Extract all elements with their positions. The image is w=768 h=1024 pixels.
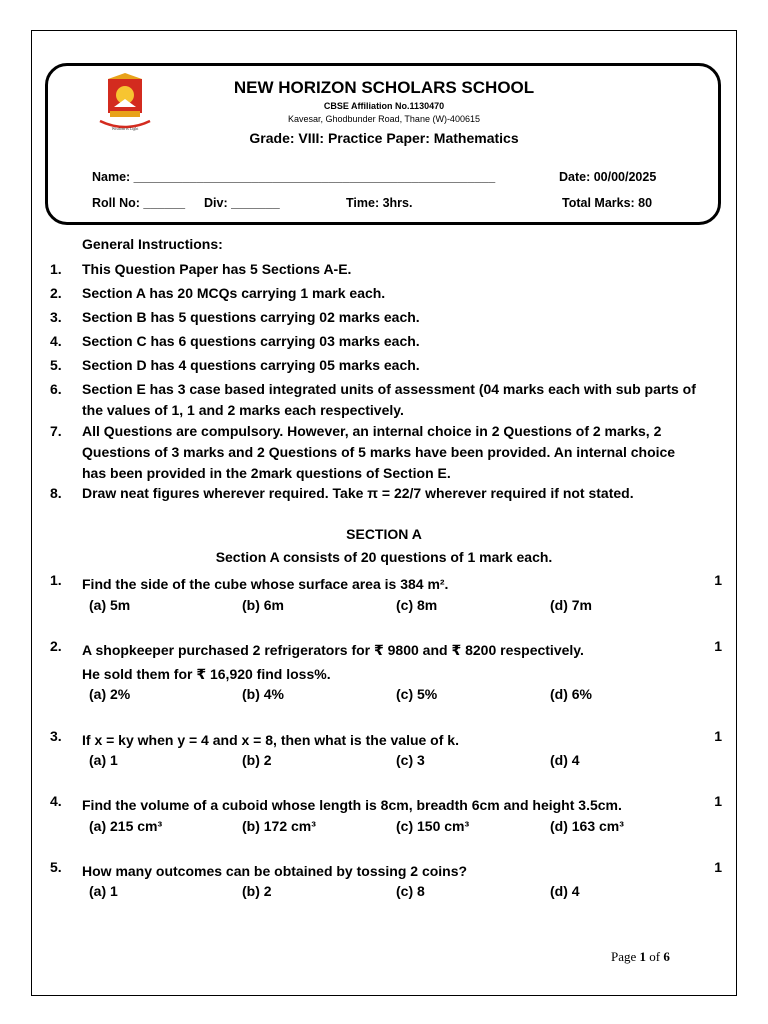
question-number: 5. [50,859,62,875]
instruction-number: 3. [50,309,62,325]
instruction-text: All Questions are compulsory. However, an internal choice in 2 Questions of 2 marks, 2 Questions of 3 marks and 2 Questions of 5 marks have been provided. An internal choice has been provided in the 2mark questions of Section E. [82,423,676,481]
instruction-item [50,483,700,504]
question-number: 1. [50,572,62,588]
instruction-text: Draw neat figures wherever required. Take π = 22/7 wherever required if not stated. [82,485,634,501]
option-d: (d) 163 cm³ [550,818,624,834]
question-marks: 1 [714,572,722,588]
page-word: Page [611,949,637,964]
option-b: (b) 172 cm³ [242,818,316,834]
time-field: Time: 3hrs. [346,196,413,210]
option-c: (c) 5% [396,686,438,702]
question-text: How many outcomes can be obtained by tossing 2 coins? [82,863,468,879]
option-b: (b) 6m [242,597,284,613]
div-field: Div: _______ [204,196,280,210]
question-text: Find the side of the cube whose surface area is 384 m². [82,576,449,592]
question-text: Find the volume of a cuboid whose length is 8cm, breadth 6cm and height 3.5cm. [82,797,622,813]
instruction-item [50,355,700,376]
instruction-item [50,331,700,352]
question-number: 3. [50,728,62,744]
option-c: (c) 8m [396,597,438,613]
option-d: (d) 7m [550,597,592,613]
option-c: (c) 3 [396,752,425,768]
of-word: of [649,949,661,964]
instruction-number: 6. [50,381,62,397]
instruction-item [50,283,700,304]
roll-field: Roll No: ______ [92,196,186,210]
question-marks: 1 [714,793,722,809]
question-text: If x = ky when y = 4 and x = 8, then what is the value of k. [82,732,459,748]
question-marks: 1 [714,859,722,875]
date-field: Date: 00/00/2025 [559,170,657,184]
instruction-item [50,259,700,280]
grade-title: Grade: VIII: Practice Paper: Mathematics [249,130,519,146]
instruction-text: Section B has 5 questions carrying 02 marks each. [82,309,420,325]
instruction-text: Section A has 20 MCQs carrying 1 mark each. [82,285,386,301]
question-number: 4. [50,793,62,809]
option-c: (c) 8 [396,883,425,899]
option-a: (a) 1 [89,752,118,768]
page-number: 1 [639,949,647,964]
option-b: (b) 2 [242,883,272,899]
option-a: (a) 5m [89,597,131,613]
instruction-item [50,421,700,484]
school-address: Kavesar, Ghodbunder Road, Thane (W)-400615 [288,114,480,124]
option-b: (b) 2 [242,752,272,768]
svg-text:Wisdom is Light: Wisdom is Light [111,126,139,131]
option-a: (a) 215 cm³ [89,818,163,834]
instruction-item [50,379,700,421]
name-field: Name: ____________________________________________________ [92,170,496,184]
instruction-number: 7. [50,423,62,439]
page-total: 6 [663,949,670,964]
option-a: (a) 1 [89,883,118,899]
question-marks: 1 [714,728,722,744]
affiliation: CBSE Affiliation No.1130470 [323,101,445,111]
question-number: 2. [50,638,62,654]
instruction-number: 1. [50,261,62,277]
instruction-number: 5. [50,357,62,373]
question-text: He sold them for ₹ 16,920 find loss%. [82,666,331,682]
option-a: (a) 2% [89,686,131,702]
instruction-text: Section C has 6 questions carrying 03 marks each. [82,333,420,349]
page-footer [611,949,670,965]
option-c: (c) 150 cm³ [396,818,470,834]
question-text: A shopkeeper purchased 2 refrigerators for ₹ 9800 and ₹ 8200 respectively. [82,642,584,658]
instruction-item [50,307,700,328]
question-marks: 1 [714,638,722,654]
section-a-title: SECTION A [346,526,422,542]
instruction-text: Section D has 4 questions carrying 05 marks each. [82,357,420,373]
instruction-text: This Question Paper has 5 Sections A-E. [82,261,352,277]
instruction-number: 2. [50,285,62,301]
total-marks-field: Total Marks: 80 [562,196,653,210]
instruction-number: 8. [50,485,62,501]
option-b: (b) 4% [242,686,284,702]
option-d: (d) 4 [550,883,580,899]
section-a-subtitle: Section A consists of 20 questions of 1 mark each. [215,549,553,565]
instruction-text: Section E has 3 case based integrated units of assessment (04 marks each with sub parts of the values of 1, 1 and 2 marks each respectively. [82,381,696,418]
instructions-title: General Instructions: [82,236,223,252]
instruction-number: 4. [50,333,62,349]
option-d: (d) 4 [550,752,580,768]
option-d: (d) 6% [550,686,592,702]
school-name: NEW HORIZON SCHOLARS SCHOOL [233,78,535,97]
